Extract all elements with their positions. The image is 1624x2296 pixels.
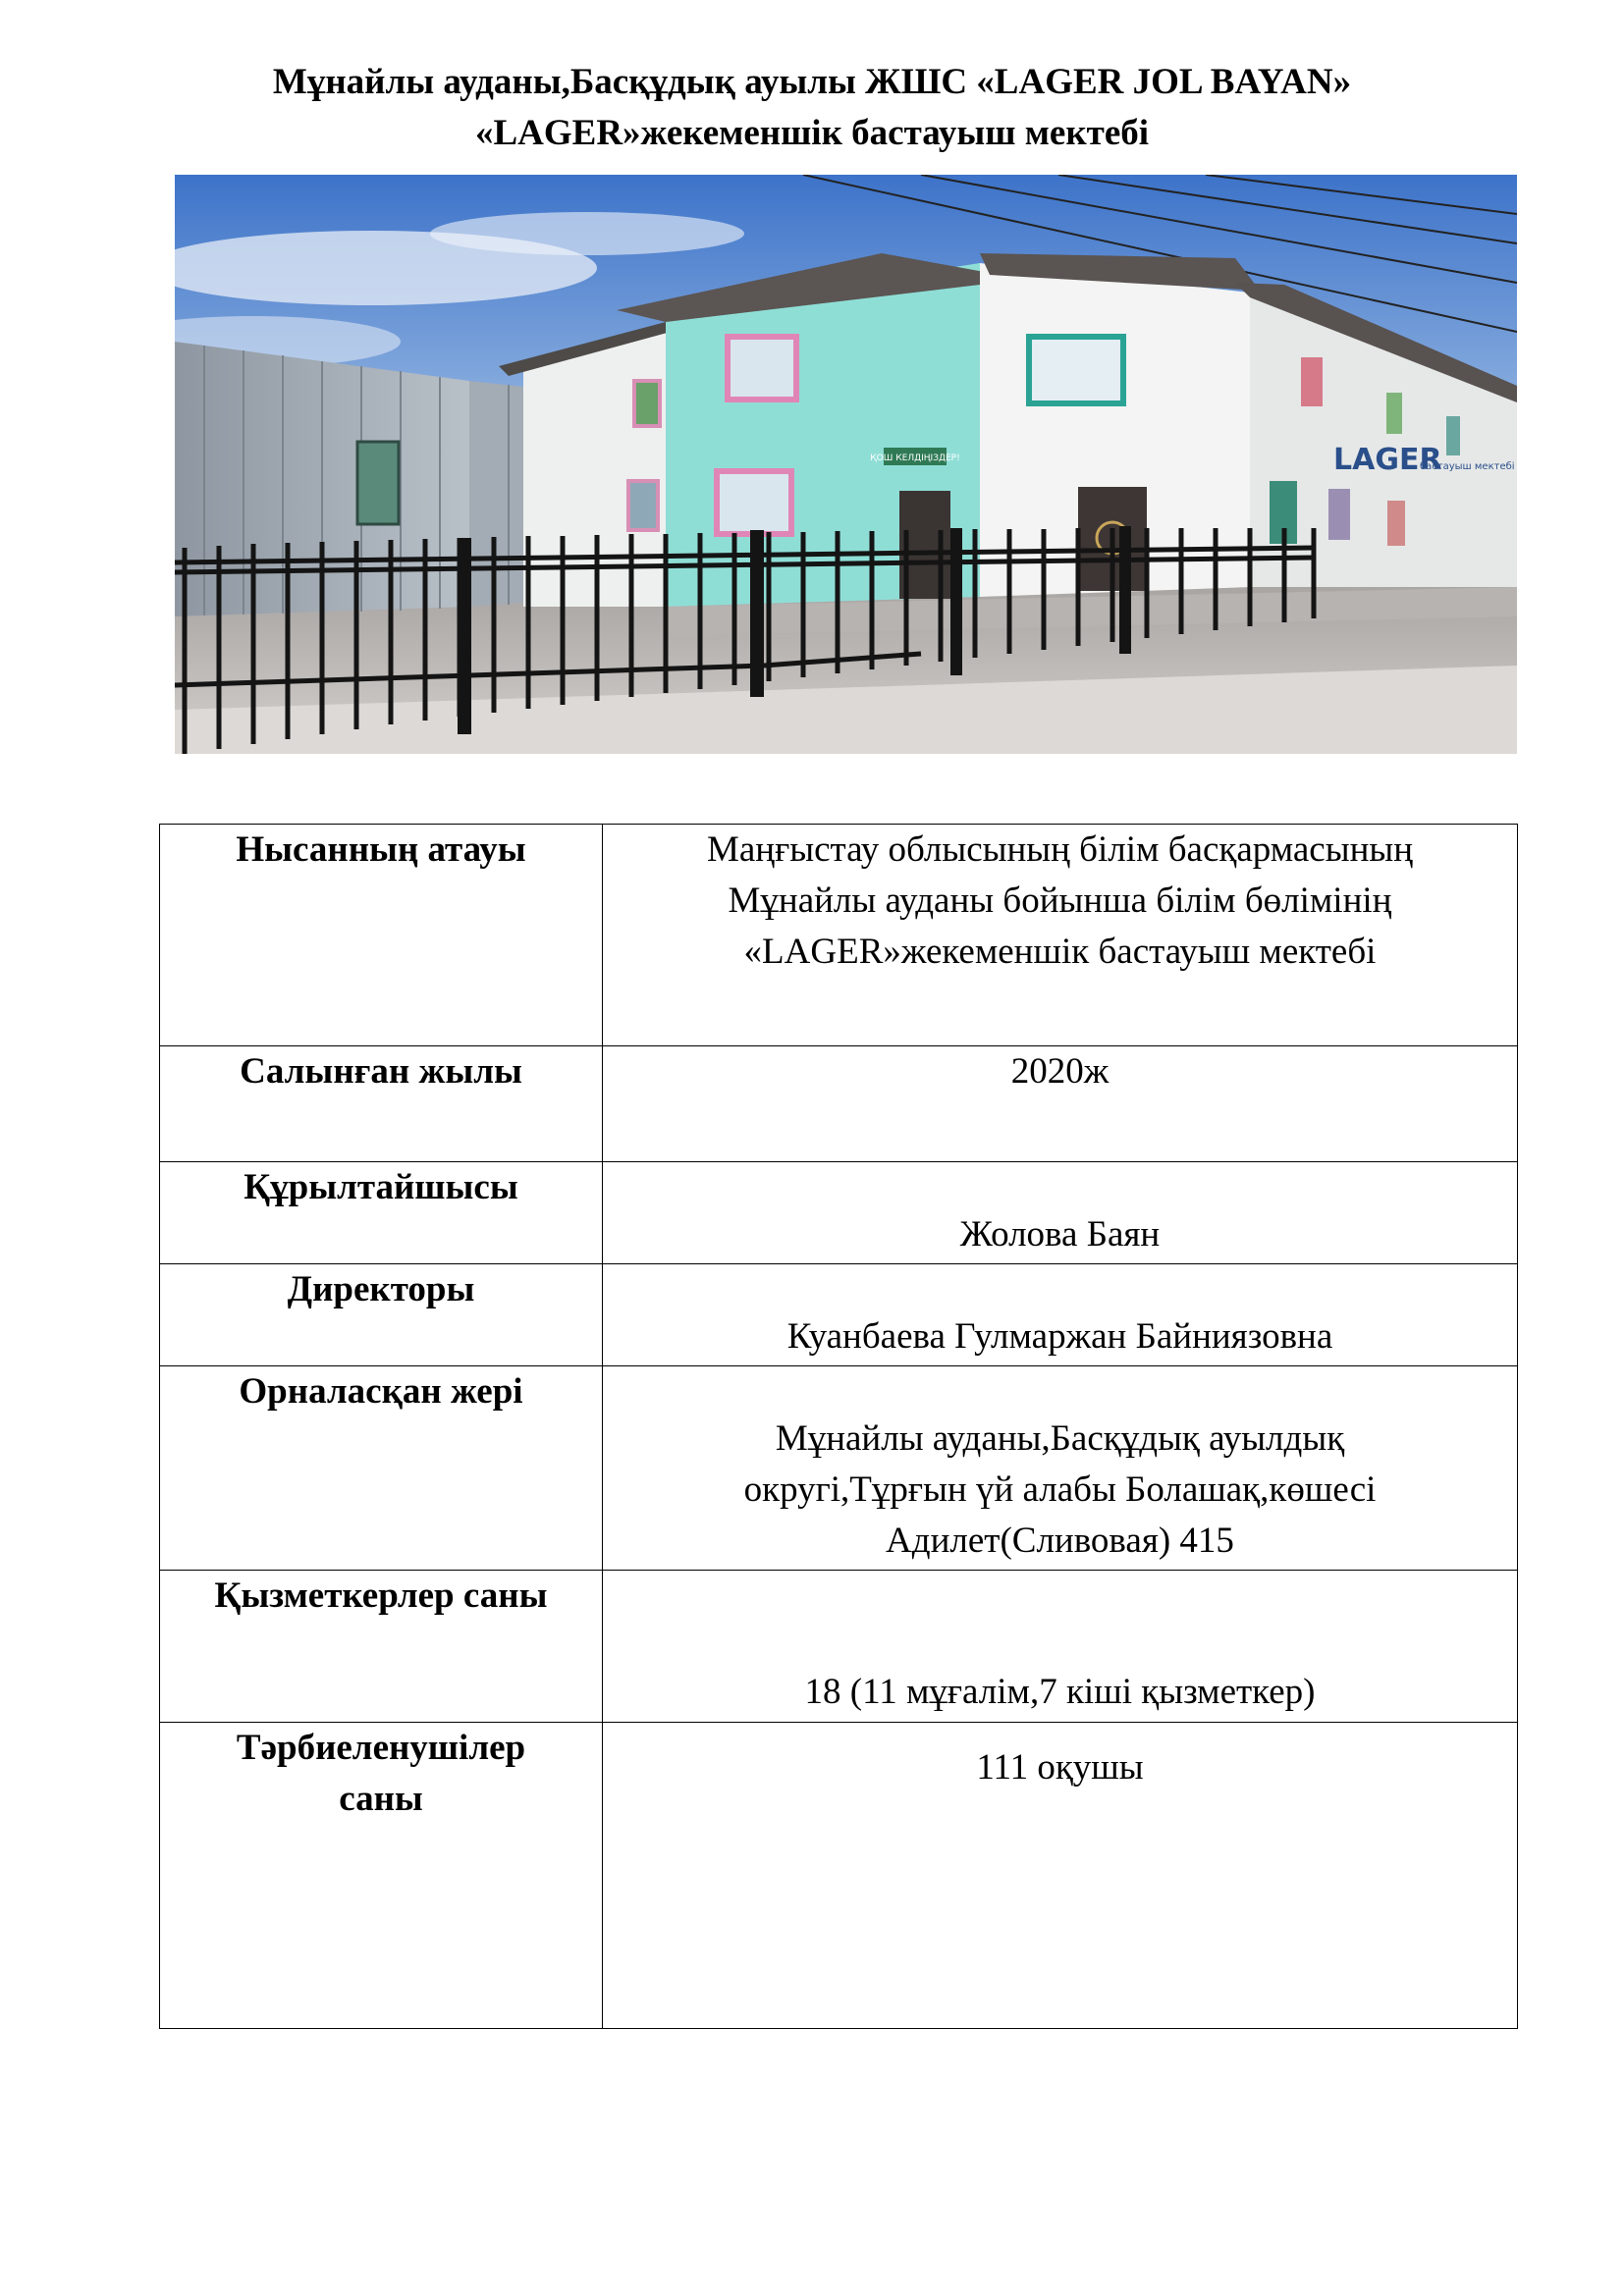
value-line: «LAGER»жекеменшік бастауыш мектебі	[743, 932, 1377, 972]
value-line: Мұнайлы ауданы,Басқұдық ауылдық	[775, 1418, 1345, 1459]
title-line-2: «LAGER»жекеменшік бастауыш мектебі	[474, 113, 1150, 153]
row-label-students	[160, 1723, 603, 2029]
row-value-founder	[603, 1162, 1518, 1264]
row-value-name	[603, 825, 1518, 1046]
row-label-staff: Қызметкерлер саны	[160, 1571, 603, 1723]
row-label-year: Салынған жылы	[160, 1046, 603, 1162]
school-info-table	[159, 824, 1518, 2029]
document-title	[0, 57, 1624, 159]
value-line: 111 оқушы	[976, 1747, 1144, 1788]
value-line: 2020ж	[1010, 1051, 1110, 1092]
table-row	[160, 1723, 1518, 2029]
table-row	[160, 1571, 1518, 1723]
label-line: саны	[339, 1779, 423, 1819]
table-row	[160, 1264, 1518, 1366]
label-line: Тәрбиеленушілер	[236, 1728, 526, 1768]
row-value-director	[603, 1264, 1518, 1366]
row-label-name: Нысанның атауы	[160, 825, 603, 1046]
value-line: округі,Тұрғын үй алабы Болашақ,көшесі	[743, 1469, 1377, 1510]
school-building-photo	[175, 175, 1517, 754]
table-row	[160, 1162, 1518, 1264]
value-line: Жолова Баян	[959, 1214, 1161, 1255]
value-line: Куанбаева Гулмаржан Байниязовна	[786, 1316, 1333, 1357]
value-line: 18 (11 мұғалім,7 кіші қызметкер)	[804, 1672, 1316, 1712]
row-value-location	[603, 1366, 1518, 1571]
value-line: Адилет(Сливовая) 415	[886, 1521, 1234, 1561]
brand-sign: LAGER	[1333, 443, 1442, 477]
value-line: Маңғыстау облысының білім басқармасының	[706, 829, 1414, 870]
row-value-year	[603, 1046, 1518, 1162]
row-value-staff	[603, 1571, 1518, 1723]
row-label-director: Директоры	[160, 1264, 603, 1366]
table-row	[160, 825, 1518, 1046]
entrance-sign: ҚОШ КЕЛДІҢІЗДЕР!	[870, 454, 960, 463]
row-label-location: Орналасқан жері	[160, 1366, 603, 1571]
row-label-founder: Құрылтайшысы	[160, 1162, 603, 1264]
row-value-students	[603, 1723, 1518, 2029]
table-row	[160, 1046, 1518, 1162]
value-line: Мұнайлы ауданы бойынша білім бөлімінің	[728, 881, 1392, 921]
brand-sign-subtitle: бастауыш мектебі	[1420, 461, 1515, 472]
table-row	[160, 1366, 1518, 1571]
title-line-1: Мұнайлы ауданы,Басқұдық ауылы ЖШС «LAGER JOL BAYAN»	[272, 62, 1352, 102]
